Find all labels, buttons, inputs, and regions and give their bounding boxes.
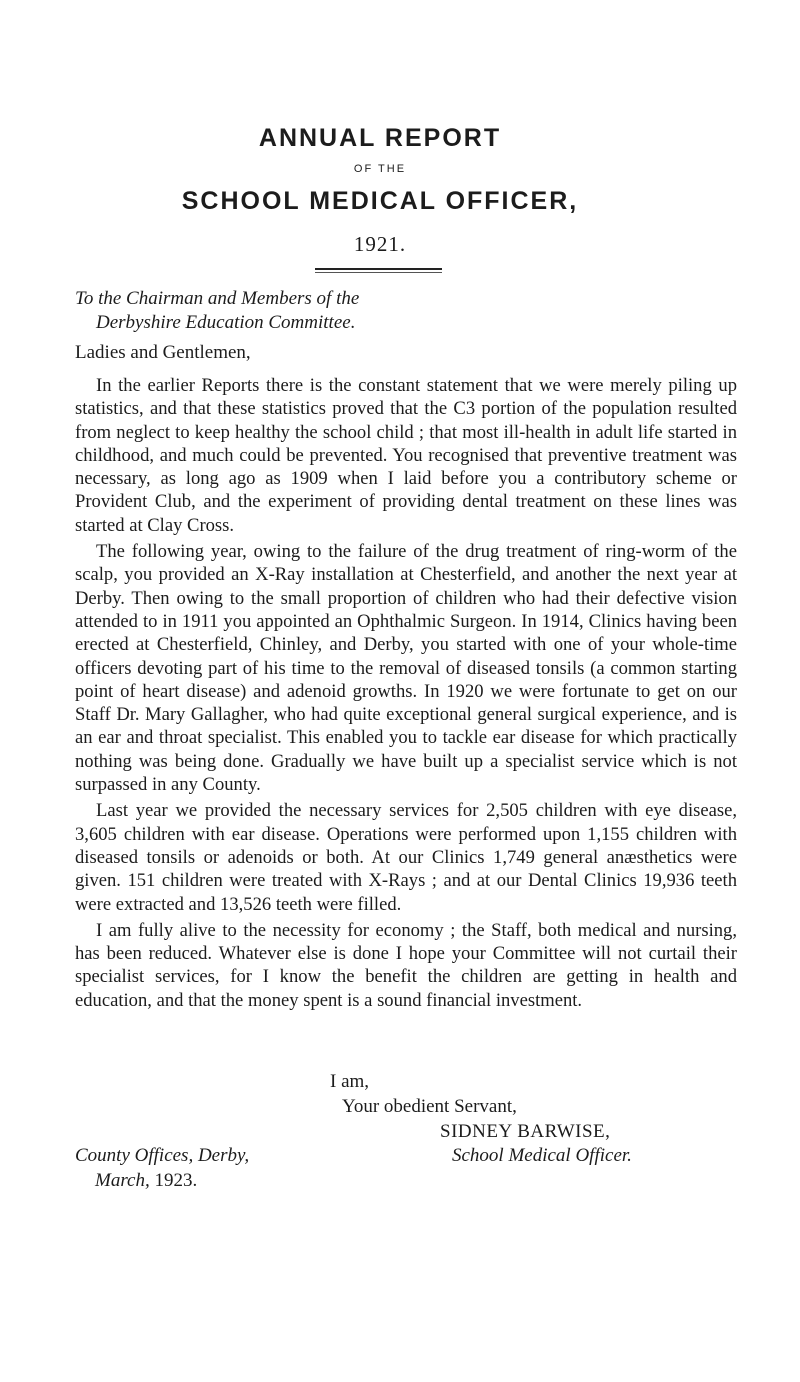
- address-line-1: To the Chairman and Members of the: [75, 288, 360, 309]
- letter-body: [75, 374, 737, 1015]
- closing-servant: Your obedient Servant,: [342, 1096, 517, 1117]
- paragraph: The following year, owing to the failure of the drug treatment of ring-worm of the scalp, you provided an X-Ray installation at Chesterfield, and another the next year at Derby. Then owing to the small proportion of children who had their defective vision attended to in 1911 you appointed an Ophthalmic Surgeon. In 1914, Clinics having been erected at Chesterfield, Chinley, and Derby, you started with one of your whole-time officers devoting part of his time to the removal of diseased tonsils (a common starting point of heart disease) and adenoid growths. In 1920 we were fortunate to get on our Staff Dr. Mary Gallagher, who had quite exceptional general surgical experience, and is an ear and throat specialist. This enabled you to tackle ear disease for which practically nothing was being done. Gradually we have built up a specialist service which is not surpassed in any County.: [75, 541, 737, 796]
- letter-date-year: 1923.: [154, 1170, 198, 1191]
- report-year: 1921.: [353, 232, 407, 256]
- sender-office: County Offices, Derby,: [75, 1145, 250, 1166]
- address-line-2: Derbyshire Education Committee.: [96, 312, 356, 333]
- address-block: [75, 287, 715, 335]
- paragraph: Last year we provided the necessary services for 2,505 children with eye disease, 3,605 children with ear disease. Operations were performed upon 1,155 children with diseased tonsils or adenoids or both. At our Clinics 1,749 general anæsthetics were given. 151 children were treated with X-Rays ; and at our Dental Clinics 19,936 teeth were extracted and 13,526 teeth were filled.: [75, 800, 737, 915]
- closing-i-am: I am,: [330, 1071, 370, 1092]
- report-title: ANNUAL REPORT: [258, 124, 502, 152]
- report-title-connector: OF THE: [353, 163, 407, 175]
- signatory-name: SIDNEY BARWISE,: [440, 1121, 611, 1142]
- salutation: Ladies and Gentlemen,: [75, 342, 251, 363]
- letter-date: [95, 1170, 197, 1192]
- paragraph: I am fully alive to the necessity for economy ; the Staff, both medical and nursing, has been reduced. Whatever else is done I hope your Committee will not curtail their specialist services, for I know the benefit the children are getting in health and education, and that the money spent is a sound financial investment.: [75, 919, 737, 1011]
- title-divider: [315, 268, 442, 270]
- letter-date-month: March,: [95, 1170, 150, 1191]
- signatory-role: School Medical Officer.: [452, 1145, 632, 1166]
- paragraph: In the earlier Reports there is the constant statement that we were merely piling up statistics, and that these statistics proved that the C3 portion of the population resulted from neglect to keep healthy the school child ; that most ill-health in adult life started in childhood, and much could be prevented. You recognised that preventive treatment was necessary, as long ago as 1909 when I laid before you a contributory scheme or Provident Club, and the experiment of providing dental treatment on these lines was started at Clay Cross.: [75, 375, 737, 536]
- report-subtitle: SCHOOL MEDICAL OFFICER,: [181, 187, 579, 215]
